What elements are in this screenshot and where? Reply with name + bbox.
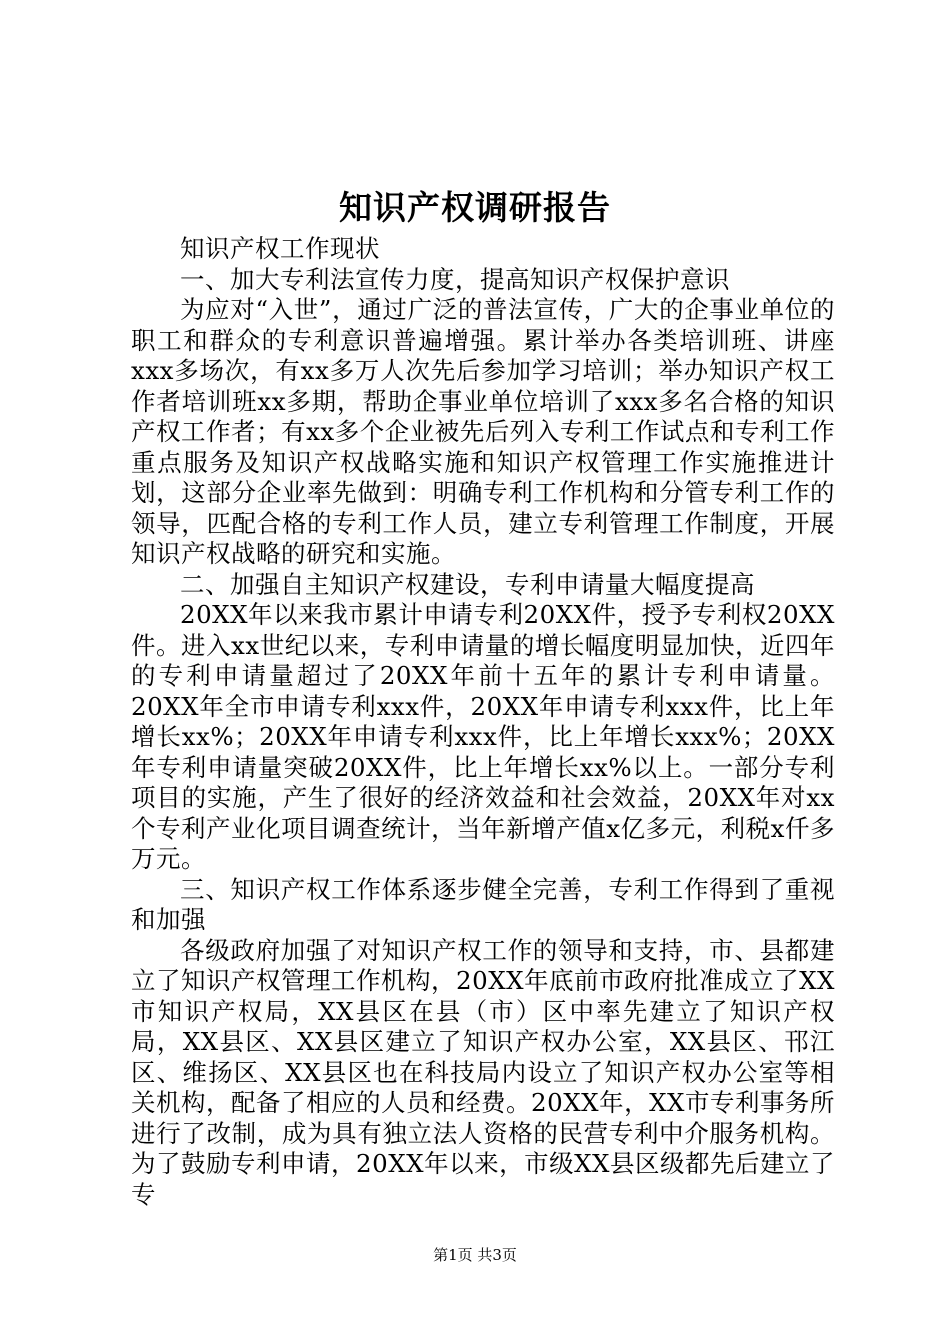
document-body <box>131 234 835 1210</box>
section-heading-3: 三、知识产权工作体系逐步健全完善，专利工作得到了重视和加强 <box>131 874 835 934</box>
paragraph-2: 20XX年以来我市累计申请专利20XX件，授予专利权20XX件。进入xx世纪以来，专利申请量的增长幅度明显加快，近四年的专利申请量超过了20XX年前十五年的累计专利申请量。20XX年全市申请专利xxx件，20XX年申请专利xxx件，比上年增长xx%；20XX年申请专利xxx件，比上年增长xxx%；20XX年专利申请量突破20XX件，比上年增长xx%以上。一部分专利项目的实施，产生了很好的经济效益和社会效益，20XX年对xx个专利产业化项目调查统计，当年新增产值x亿多元，利税x仟多万元。 <box>131 600 835 873</box>
paragraph-1: 为应对“入世”，通过广泛的普法宣传，广大的企事业单位的职工和群众的专利意识普遍增强。累计举办各类培训班、讲座xxx多场次，有xx多万人次先后参加学习培训；举办知识产权工作者培训班xx多期，帮助企事业单位培训了xxx多名合格的知识产权工作者；有xx多个企业被先后列入专利工作试点和专利工作重点服务及知识产权战略实施和知识产权管理工作实施推进计划，这部分企业率先做到：明确专利工作机构和分管专利工作的领导，匹配合格的专利工作人员，建立专利管理工作制度，开展知识产权战略的研究和实施。 <box>131 295 835 568</box>
section-heading-status: 知识产权工作现状 <box>180 234 380 263</box>
page-footer: 第1页 共3页 <box>433 1246 517 1264</box>
section-heading-2: 二、加强自主知识产权建设，专利申请量大幅度提高 <box>180 569 755 599</box>
section-heading-1: 一、加大专利法宣传力度，提高知识产权保护意识 <box>180 264 730 294</box>
paragraph-3: 各级政府加强了对知识产权工作的领导和支持，市、县都建立了知识产权管理工作机构，20XX年底前市政府批准成立了XX市知识产权局，XX县区在县（市）区中率先建立了知识产权局，XX县区、XX县区建立了知识产权办公室，XX县区、邗江区、维扬区、XX县区也在科技局内设立了知识产权办公室等相关机构，配备了相应的人员和经费。20XX年，XX市专利事务所进行了改制，成为具有独立法人资格的民营专利中介服务机构。为了鼓励专利申请，20XX年以来，市级XX县区级都先后建立了专 <box>131 935 835 1209</box>
document-title: 知识产权调研报告 <box>339 188 611 227</box>
